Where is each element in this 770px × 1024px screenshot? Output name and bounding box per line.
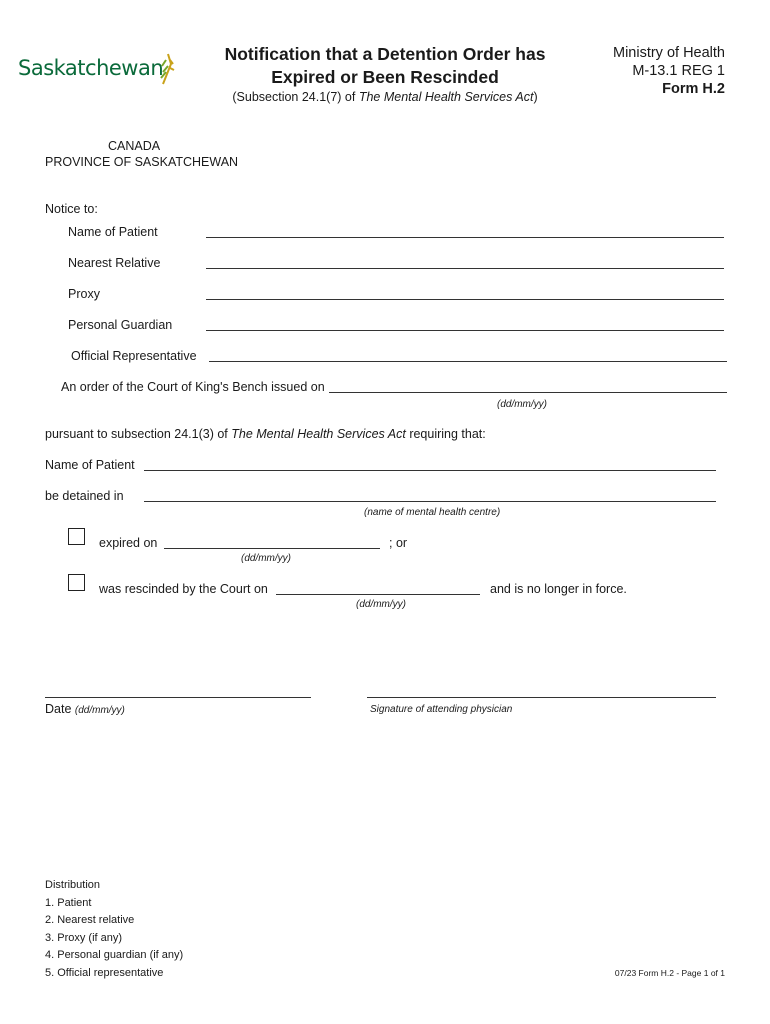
distribution-list	[45, 877, 183, 982]
subtitle-act: The Mental Health Services Act	[358, 90, 534, 104]
expired-label: expired on	[99, 536, 158, 550]
pursuant-act: The Mental Health Services Act	[231, 427, 406, 441]
title-line-2: Expired or Been Rescinded	[271, 67, 499, 87]
distribution-item: 5. Official representative	[45, 966, 164, 979]
date-signed-field[interactable]	[45, 697, 311, 698]
title-line-1: Notification that a Detention Order has	[224, 44, 546, 64]
notice-heading: Notice to:	[45, 202, 98, 216]
rescinded-date-field[interactable]	[276, 594, 480, 595]
form-number: Form H.2	[662, 81, 725, 97]
detained-in-field[interactable]	[144, 501, 716, 502]
pursuant-suffix: requiring that:	[405, 427, 486, 441]
patient-name-field[interactable]	[206, 237, 724, 238]
distribution-item: 2. Nearest relative	[45, 914, 135, 926]
distribution-item: 3. Proxy (if any)	[45, 931, 123, 944]
physician-signature-label: Signature of attending physician	[370, 704, 513, 715]
date-label-hint: (dd/mm/yy)	[74, 705, 125, 716]
nearest-relative-label: Nearest Relative	[68, 256, 161, 270]
province-label: PROVINCE OF SASKATCHEWAN	[45, 155, 239, 169]
order-patient-name-field[interactable]	[144, 470, 716, 471]
centre-hint: (name of mental health centre)	[364, 507, 501, 518]
order-issued-date-field[interactable]	[329, 392, 727, 393]
rescinded-label: was rescinded by the Court on	[99, 582, 268, 596]
saskatchewan-logo	[18, 50, 178, 90]
distribution-item: 1. Patient	[45, 896, 92, 909]
order-issued-label: An order of the Court of King's Bench issued on	[61, 380, 325, 394]
regulation-number: M-13.1 REG 1	[632, 63, 725, 79]
rescinded-suffix: and is no longer in force.	[490, 582, 627, 596]
expired-date-field[interactable]	[164, 548, 380, 549]
official-representative-field[interactable]	[209, 361, 727, 362]
pursuant-prefix: pursuant to subsection 24.1(3) of	[45, 427, 232, 441]
personal-guardian-field[interactable]	[206, 330, 724, 331]
page-footer: 07/23 Form H.2 - Page 1 of 1	[614, 968, 725, 978]
official-representative-label: Official Representative	[71, 349, 197, 363]
expired-suffix: ; or	[389, 536, 408, 550]
date-label: Date	[45, 702, 72, 716]
expired-checkbox[interactable]	[68, 528, 85, 545]
form-title	[200, 43, 570, 89]
order-patient-name-label: Name of Patient	[45, 458, 135, 472]
subtitle-prefix: (Subsection 24.1(7) of	[232, 90, 359, 104]
rescinded-checkbox[interactable]	[68, 574, 85, 591]
patient-name-label: Name of Patient	[68, 225, 158, 239]
personal-guardian-label: Personal Guardian	[68, 318, 173, 332]
form-subtitle	[200, 90, 570, 104]
detained-in-label: be detained in	[45, 489, 124, 503]
logo-wordmark: Saskatchewan	[18, 56, 164, 80]
pursuant-text	[45, 427, 486, 441]
expired-date-hint: (dd/mm/yy)	[241, 553, 291, 564]
wheat-icon	[154, 52, 176, 86]
distribution-item: 4. Personal guardian (if any)	[45, 949, 184, 961]
ministry-block	[613, 44, 725, 98]
distribution-heading: Distribution	[45, 879, 101, 891]
proxy-field[interactable]	[206, 299, 724, 300]
order-date-hint: (dd/mm/yy)	[497, 399, 547, 410]
subtitle-suffix: )	[533, 90, 538, 104]
nearest-relative-field[interactable]	[206, 268, 724, 269]
proxy-label: Proxy	[68, 287, 100, 301]
date-signed-label	[45, 702, 125, 716]
physician-signature-field[interactable]	[367, 697, 716, 698]
ministry-name: Ministry of Health	[612, 45, 725, 61]
country-label: CANADA	[108, 139, 161, 153]
rescinded-date-hint: (dd/mm/yy)	[356, 599, 406, 610]
